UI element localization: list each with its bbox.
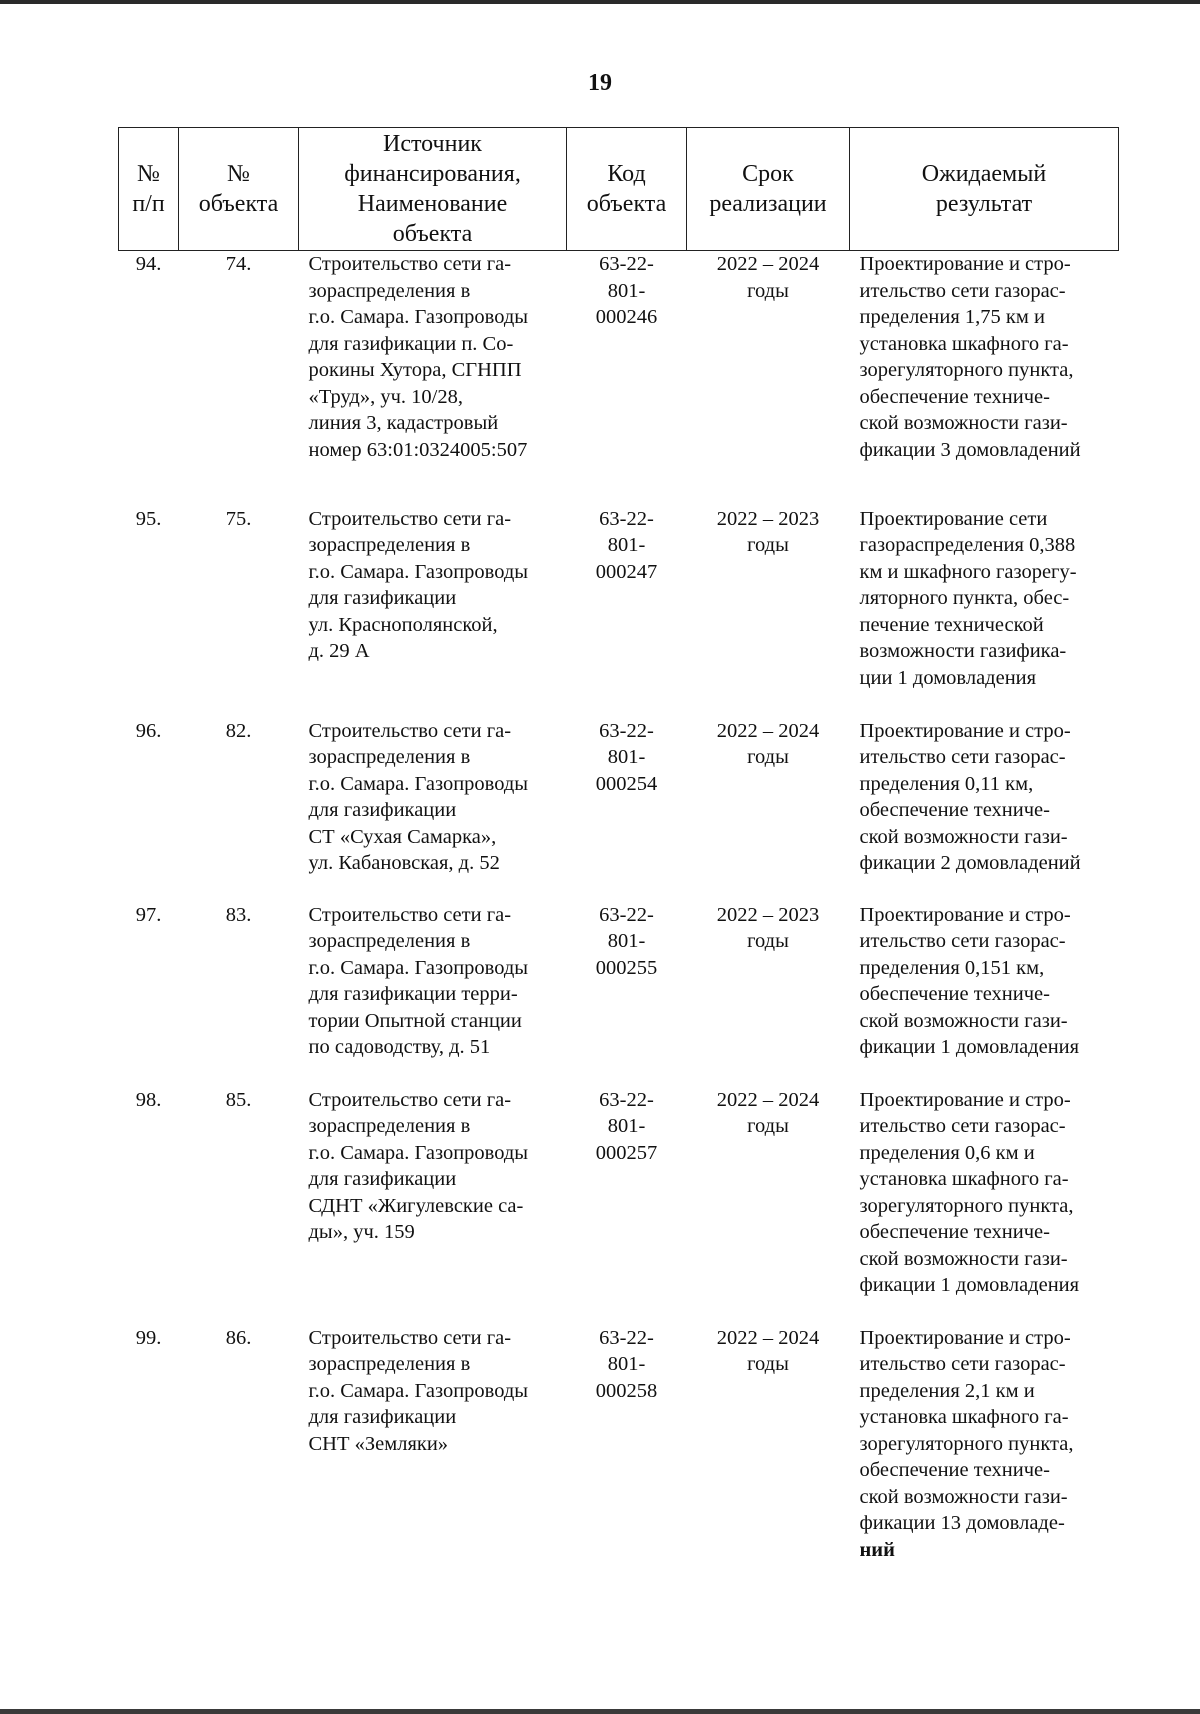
header-object-code: Код объекта xyxy=(567,128,687,251)
cell-expected-result: Проектирование и стро- ительство сети газорас- пределения 2,1 км и установка шкафного га- зорегуляторного пункта, обеспечение техниче- ской возможности гази- фикации 13 домовладе- ний xyxy=(859,1326,1074,1561)
cell-term: 2022 – 2024 годы xyxy=(716,1088,820,1137)
cell-expected-result: Проектирование и стро- ительство сети газорас- пределения 0,11 км, обеспечение техниче- ской возможности гази- фикации 2 домовладений xyxy=(859,719,1081,874)
cell-expected-result: Проектирование сети газораспределения 0,388 км и шкафного газорегу- ляторного пункта, обес- печение технической возможности газифика- ции 1 домовладения xyxy=(859,507,1077,689)
cell-object-name: Строительство сети га- зораспределения в г.о. Самара. Газопроводы для газификации терри- тории Опытной станции по садоводству, д. 51 xyxy=(308,903,529,1058)
table-body xyxy=(119,251,1119,1589)
page-number: 19 xyxy=(588,70,612,96)
cell-object-code: 63-22- 801- 000255 xyxy=(595,903,658,979)
header-object-number: № объекта xyxy=(179,128,299,251)
table-row xyxy=(119,902,1119,1087)
cell-npp: 97. xyxy=(135,903,162,926)
cell-object-number: 74. xyxy=(225,253,252,275)
objects-table xyxy=(118,127,1119,1589)
header-expected-result: Ожидаемый результат xyxy=(850,128,1119,251)
cell-object-code: 63-22- 801- 000254 xyxy=(595,719,658,795)
cell-npp: 96. xyxy=(135,719,162,742)
header-npp: № п/п xyxy=(119,128,179,251)
cell-npp: 99. xyxy=(135,1326,162,1349)
cell-term: 2022 – 2023 годы xyxy=(716,507,820,556)
cell-term: 2022 – 2024 годы xyxy=(716,253,820,302)
cell-object-code: 63-22- 801- 000257 xyxy=(595,1088,658,1164)
cell-object-name: Строительство сети га- зораспределения в г.о. Самара. Газопроводы для газификации п. Со- рокины Хутора, СГНПП «Труд», уч. 10/28, линия 3, кадастровый номер 63:01:0324005:507 xyxy=(308,253,529,461)
cell-object-number: 83. xyxy=(225,903,252,926)
table-row xyxy=(119,1087,1119,1325)
header-term: Срок реализации xyxy=(687,128,850,251)
cell-object-name: Строительство сети га- зораспределения в г.о. Самара. Газопроводы для газификации СНТ «Земляки» xyxy=(308,1326,529,1455)
cell-object-number: 75. xyxy=(225,507,252,530)
cell-expected-result: Проектирование и стро- ительство сети газорас- пределения 0,6 км и установка шкафного га- зорегуляторного пункта, обеспечение техниче- ской возможности гази- фикации 1 домовладения xyxy=(859,1088,1080,1296)
cell-object-code: 63-22- 801- 000258 xyxy=(595,1326,658,1402)
header-source-name: Источник финансирования, Наименование объекта xyxy=(299,128,567,251)
table-row xyxy=(119,1325,1119,1589)
cell-object-number: 85. xyxy=(225,1088,252,1111)
scan-border-top xyxy=(0,0,1200,4)
cell-object-code: 63-22- 801- 000247 xyxy=(595,507,658,583)
cell-npp: 95. xyxy=(135,507,162,530)
cell-object-name: Строительство сети га- зораспределения в г.о. Самара. Газопроводы для газификации СТ «Сухая Самарка», ул. Кабановская, д. 52 xyxy=(308,719,529,874)
cell-term: 2022 – 2024 годы xyxy=(716,1326,820,1375)
cell-term: 2022 – 2023 годы xyxy=(716,903,820,952)
cell-object-name: Строительство сети га- зораспределения в г.о. Самара. Газопроводы для газификации ул. Краснополянской, д. 29 А xyxy=(308,507,529,662)
table-header-row xyxy=(119,128,1119,251)
cell-npp: 94. xyxy=(135,253,162,275)
cell-npp: 98. xyxy=(135,1088,162,1111)
cell-term: 2022 – 2024 годы xyxy=(716,719,820,768)
table-row xyxy=(119,251,1119,506)
scan-border-bottom xyxy=(0,1709,1200,1714)
table-row xyxy=(119,718,1119,902)
cell-object-number: 82. xyxy=(225,719,252,742)
cell-object-code: 63-22- 801- 000246 xyxy=(595,253,658,328)
table-row xyxy=(119,506,1119,718)
cell-object-number: 86. xyxy=(225,1326,252,1349)
cell-expected-result: Проектирование и стро- ительство сети газорас- пределения 1,75 км и установка шкафного га- зорегуляторного пункта, обеспечение техниче- ской возможности гази- фикации 3 домовладений xyxy=(859,253,1081,461)
cell-expected-result: Проектирование и стро- ительство сети газорас- пределения 0,151 км, обеспечение техниче- ской возможности гази- фикации 1 домовладения xyxy=(859,903,1080,1058)
cell-object-name: Строительство сети га- зораспределения в г.о. Самара. Газопроводы для газификации СДНТ «Жигулевские са- ды», уч. 159 xyxy=(308,1088,529,1243)
